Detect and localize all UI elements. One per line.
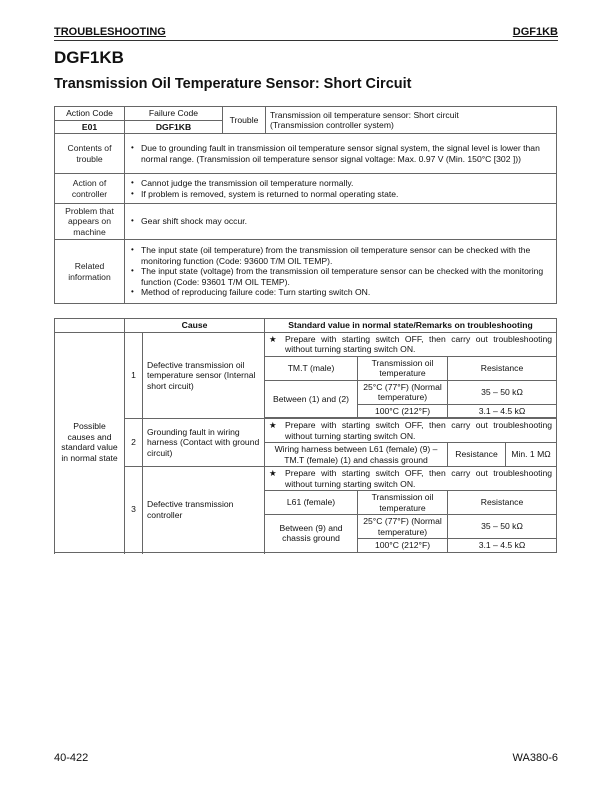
contents-bullet: • Due to grounding fault in transmission oil temperature sensor signal system, the signal level is lower than normal range. (Transmission oil temperature sensor signal voltage: Max. 0.97 V (Min. 150°C [302 ])) — [129, 143, 552, 164]
related-bullet: • Method of reproducing failure code: Turn starting switch ON. — [129, 287, 552, 298]
row-label-action: Action of controller — [55, 174, 125, 204]
resistance-value: 35 – 50 kΩ — [448, 515, 557, 539]
temp-header: Transmission oil temperature — [358, 491, 448, 515]
trouble-description: Transmission oil temperature sensor: Short circuit (Transmission controller system) — [266, 107, 557, 134]
row-label-contents: Contents of trouble — [55, 134, 125, 174]
temp-header: Transmission oil temperature — [358, 356, 448, 380]
section-name: TROUBLESHOOTING — [54, 26, 166, 38]
cause-text: Defective transmission oil temperature sensor (Internal short circuit) — [143, 332, 265, 419]
action-code-label: Action Code — [55, 107, 125, 121]
related-bullet: • The input state (oil temperature) from the transmission oil temperature sensor can be checked with the monitoring function (Code: 93600 T/M OIL TEMP). — [129, 245, 552, 266]
resistance-header: Resistance — [448, 491, 557, 515]
cause-text: Grounding fault in wiring harness (Contact with ground circuit) — [143, 419, 265, 467]
problem-bullet: • Gear shift shock may occur. — [129, 216, 552, 227]
resistance-value: 3.1 – 4.5 kΩ — [448, 539, 557, 553]
header-code: DGF1KB — [512, 26, 558, 38]
failure-code-value: DGF1KB — [125, 120, 223, 134]
page-number: 40-422 — [54, 752, 89, 764]
connector-header: L61 (female) — [265, 491, 358, 515]
failure-info-table — [54, 106, 557, 304]
trouble-label: Trouble — [223, 107, 266, 134]
star-icon: ★ — [269, 333, 277, 344]
failure-code-label: Failure Code — [125, 107, 223, 121]
col-standard: Standard value in normal state/Remarks on troubleshooting — [265, 319, 557, 333]
page-title: Transmission Oil Temperature Sensor: Short Circuit — [54, 76, 412, 92]
model-name: WA380-6 — [512, 752, 558, 764]
related-bullet: • The input state (voltage) from the transmission oil temperature sensor can be checked with the monitoring function (Code: 93601 T/M OIL TEMP). — [129, 266, 552, 287]
temp-value: 25°C (77°F) (Normal temperature) — [358, 515, 448, 539]
star-icon: ★ — [269, 420, 277, 430]
temp-value: 100°C (212°F) — [358, 539, 448, 553]
measure-label: Resistance — [448, 443, 506, 467]
star-icon: ★ — [269, 468, 277, 478]
resistance-value: Min. 1 MΩ — [506, 443, 557, 467]
running-header — [54, 26, 558, 41]
resistance-value: 3.1 – 4.5 kΩ — [448, 404, 557, 418]
action-code-value: E01 — [55, 120, 125, 134]
action-bullet: • If problem is removed, system is returned to normal operating state. — [129, 189, 552, 200]
between-pins: Between (1) and (2) — [265, 380, 358, 418]
connector-header: TM.T (male) — [265, 356, 358, 380]
col-cause: Cause — [125, 319, 265, 333]
prepare-note: Prepare with starting switch OFF, then carry out troubleshooting without turning starting switch ON. — [285, 468, 552, 489]
row-label-related: Related information — [55, 240, 125, 304]
temp-value: 25°C (77°F) (Normal temperature) — [358, 380, 448, 404]
between-pins: Between (9) and chassis ground — [265, 515, 358, 553]
action-bullet: • Cannot judge the transmission oil temperature normally. — [129, 178, 552, 189]
resistance-value: 35 – 50 kΩ — [448, 380, 557, 404]
failure-code-title: DGF1KB — [54, 48, 124, 67]
prepare-note: Prepare with starting switch OFF, then carry out troubleshooting without turning starting switch ON. — [285, 333, 552, 354]
temp-value: 100°C (212°F) — [358, 404, 448, 418]
prepare-note: Prepare with starting switch OFF, then carry out troubleshooting without turning starting switch ON. — [285, 420, 552, 441]
cause-table — [54, 318, 557, 553]
group-label: Possible causes and standard value in normal state — [55, 332, 125, 553]
cause-text: Defective transmission controller — [143, 467, 265, 553]
resistance-header: Resistance — [448, 356, 557, 380]
row-label-problem: Problem that appears on machine — [55, 204, 125, 240]
cause-num: 3 — [125, 467, 143, 553]
cause-num: 1 — [125, 332, 143, 419]
wiring-harness: Wiring harness between L61 (female) (9) – TM.T (female) (1) and chassis ground — [265, 443, 448, 467]
cause-num: 2 — [125, 419, 143, 467]
